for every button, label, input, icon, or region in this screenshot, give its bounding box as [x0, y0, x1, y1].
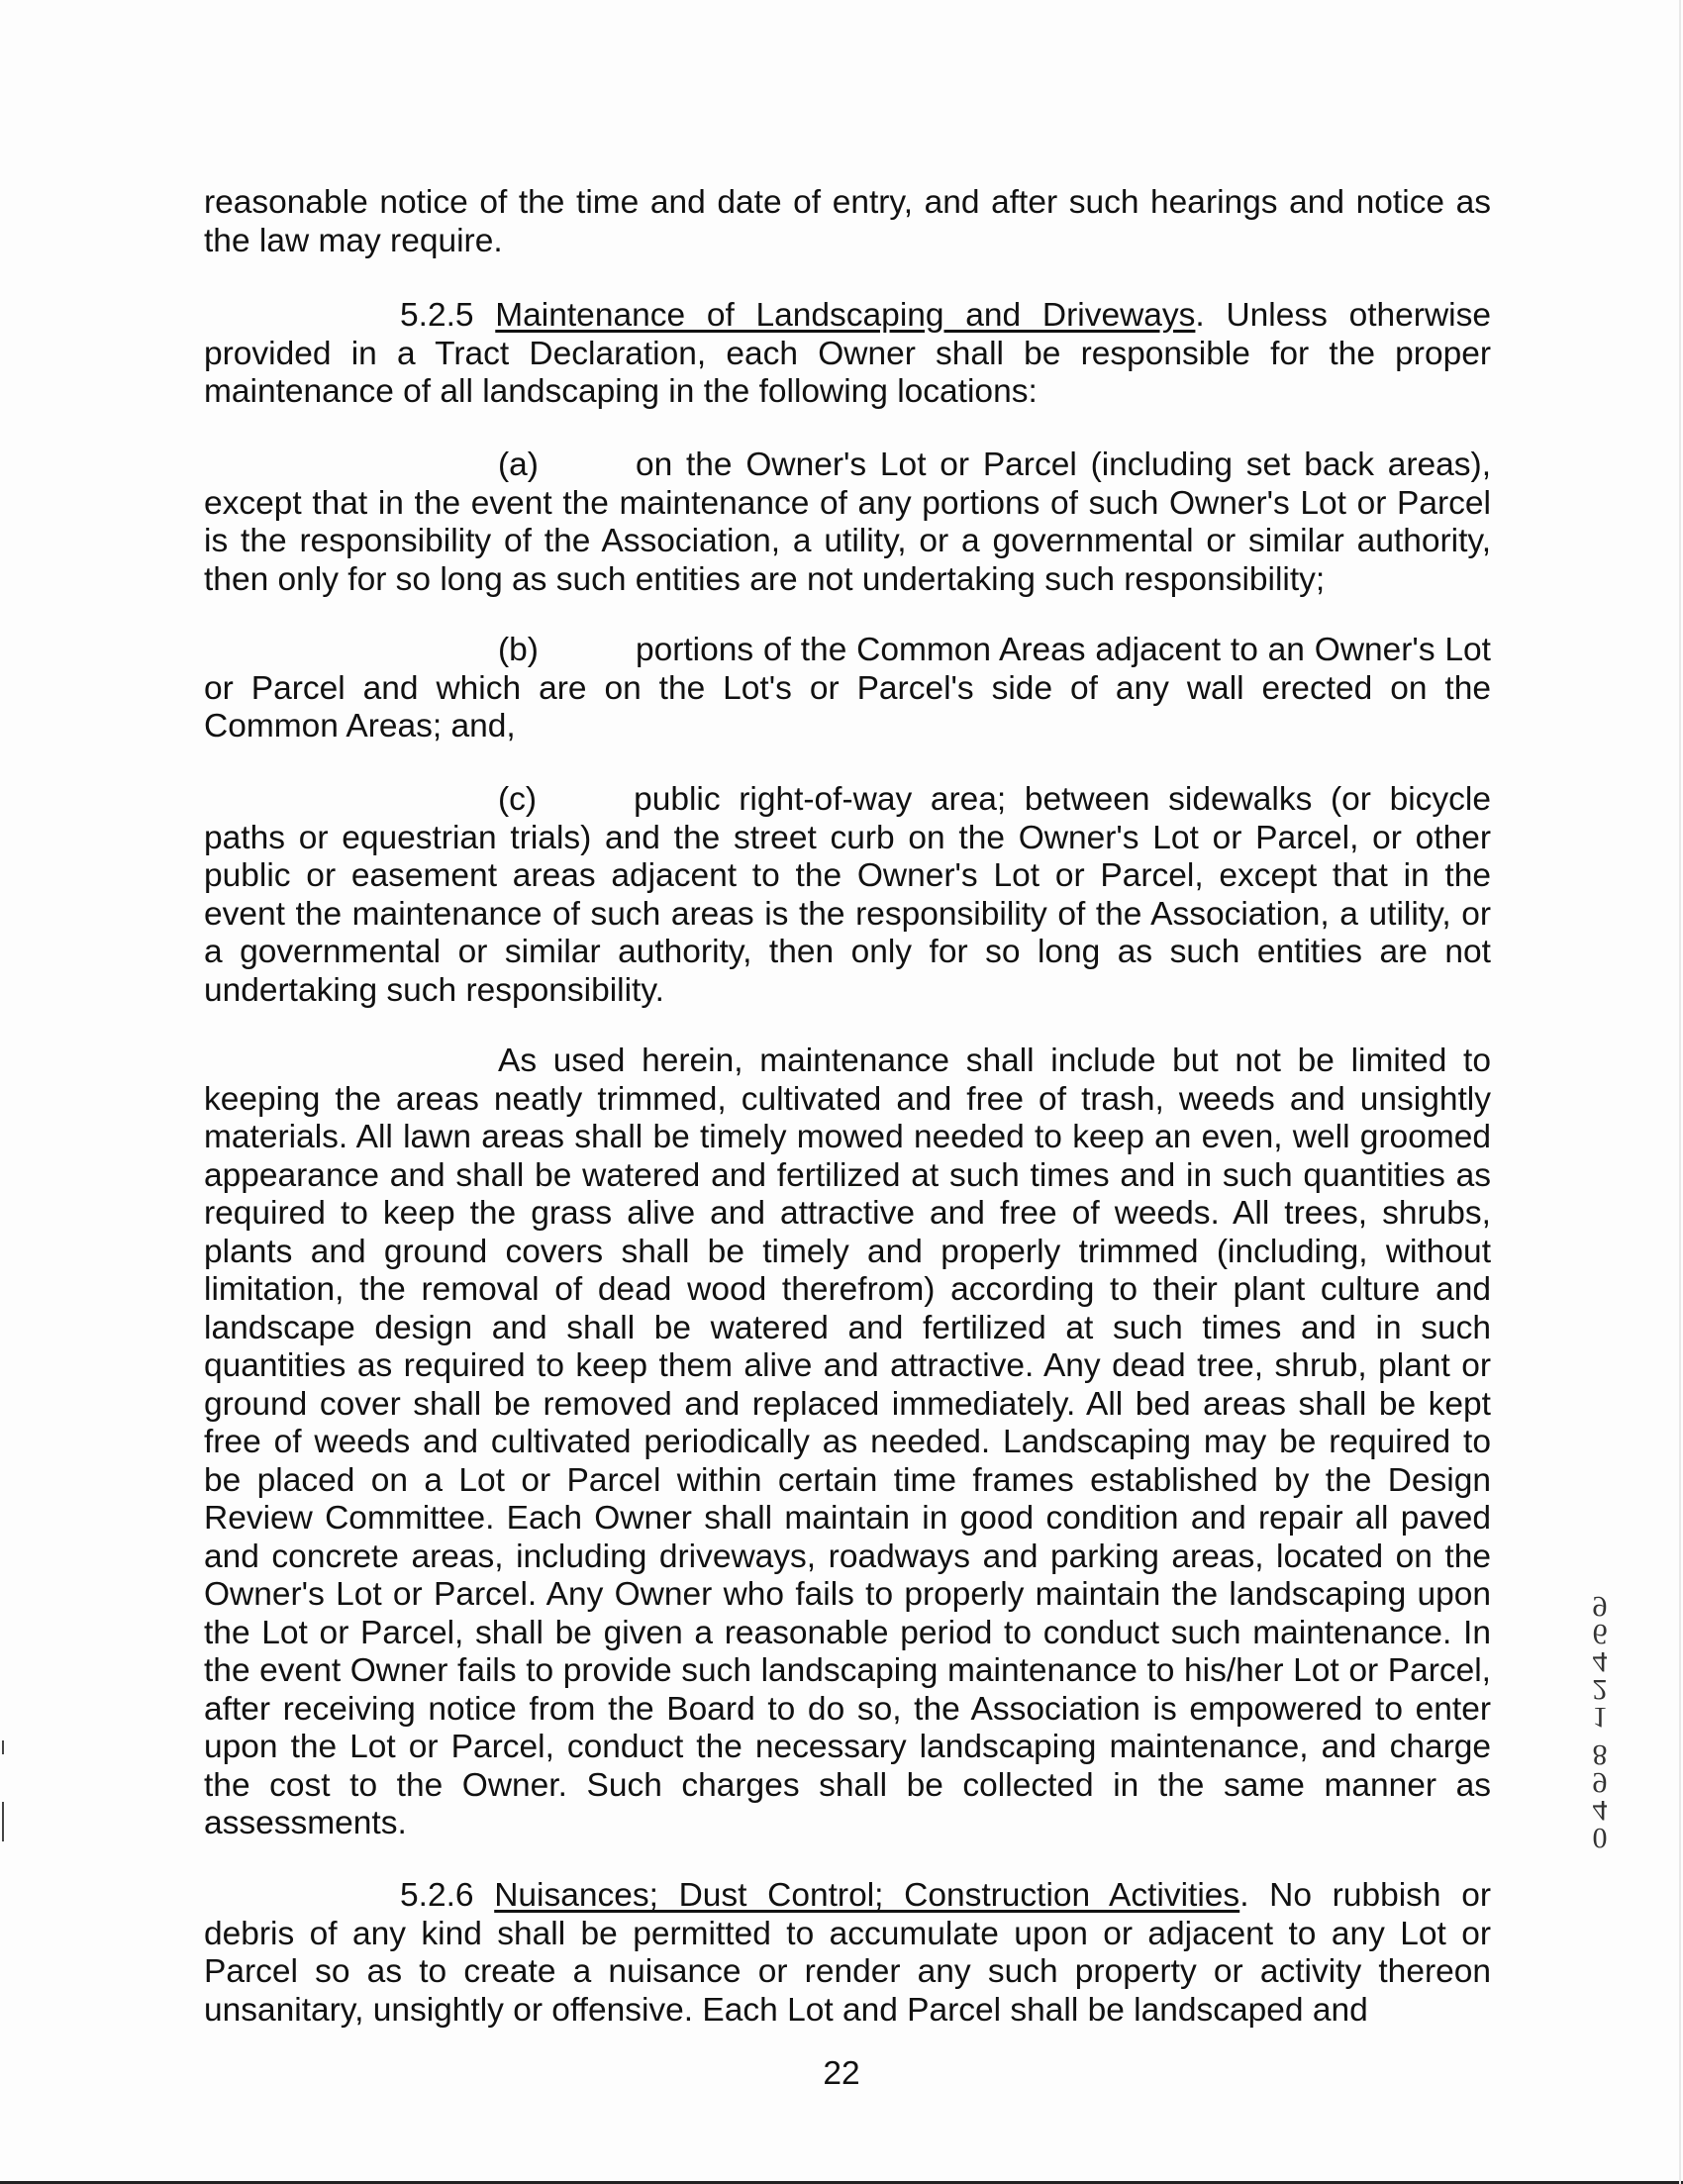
section-5-2-5-paragraph [204, 297, 1491, 412]
stamp-digit: 2 [1592, 1673, 1608, 1706]
section-number: 5.2.5 [400, 297, 474, 334]
section-5-2-5 [204, 297, 1491, 412]
section-5-2-6 [204, 1877, 1491, 2030]
stamp-digit: 8 [1592, 1738, 1608, 1771]
section-body: . No rubbish or debris of any kind shall be permitted to accumulate upon or adjacent to any Lot or Parcel so as to create a nuisance or render any such property or activity thereon unsanitary, unsightly or offensive. Each Lot and Parcel shall be landscaped and [204, 1877, 1492, 2029]
section-number: 5.2.6 [400, 1877, 474, 1914]
item-b-text: portions of the Common Areas adjacent to an Owner's Lot or Parcel and which are on the Lot's or Parcel's side of any wall erected on the Common Areas; and, [204, 632, 1491, 745]
page-number: 22 [823, 2055, 860, 2092]
stamp-digit: 0 [1592, 1822, 1608, 1854]
intro-paragraph [204, 184, 1491, 260]
item-a-text: on the Owner's Lot or Parcel (including set back areas), except that in the event the maintenance of any portions of such Owner's Lot or Parcel is the responsibility of the Association, a utility, or a governmental or similar authority, then only for so long as such entities are not undertaking such responsibility; [204, 447, 1491, 598]
recording-stamp-bottom [1588, 1738, 1612, 1854]
item-b [204, 632, 1491, 746]
scan-edge-mark [2, 1740, 4, 1754]
recording-stamp-top [1588, 1590, 1612, 1734]
stamp-digit: 6 [1592, 1618, 1608, 1650]
item-a-paragraph [204, 447, 1491, 599]
section-body: . Unless otherwise provided in a Tract Declaration, each Owner shall be responsible for the proper maintenance of all landscaping in the following locations: [204, 297, 1491, 410]
stamp-digit: 1 [1592, 1701, 1608, 1734]
item-c-text: public right-of-way area; between sidewalks (or bicycle paths or equestrian trials) and the street curb on the Owner's Lot or Parcel, or other public or easement areas adjacent to the Owner's Lot or Parcel, except that in the event the maintenance of such areas is the responsibility of the Association, a utility, or a governmental or similar authority, then only for so long as such entities are not undertaking such responsibility. [204, 781, 1491, 1009]
stamp-digit: 4 [1592, 1645, 1608, 1678]
maintenance-definition [204, 1042, 1491, 1843]
stamp-digit: 4 [1592, 1794, 1608, 1827]
stamp-digit: 9 [1592, 1590, 1608, 1623]
section-heading: Maintenance of Landscaping and Driveways [495, 297, 1196, 334]
item-c-label: (c) [498, 781, 538, 818]
maintenance-definition-text: As used herein, maintenance shall include but not be limited to keeping the areas neatly trimmed, cultivated and free of trash, weeds and unsightly materials. All lawn areas shall be timely mowed needed to keep an even, well groomed appearance and shall be watered and fertilized at such times and in such quantities as required to keep the grass alive and attractive and free of weeds. All trees, shrubs, plants and ground covers shall be timely and properly trimmed (including, without limitation, the removal of dead wood therefrom) according to their plant culture and landscape design and shall be watered and fertilized at such times and in such quantities as required to keep them alive and attractive. Any dead tree, shrub, plant or ground cover shall be removed and replaced immediately. All bed areas shall be kept free of weeds and cultivated periodically as needed. Landscaping may be required to be placed on a Lot or Parcel within certain time frames established by the Design Review Committee. Each Owner shall maintain in good condition and repair all paved and concrete areas, including driveways, roadways and parking areas, located on the Owner's Lot or Parcel. Any Owner who fails to properly maintain the landscaping upon the Lot or Parcel, shall be given a reasonable period to conduct such maintenance. In the event Owner fails to provide such landscaping maintenance to his/her Lot or Parcel, after receiving notice from the Board to do so, the Association is empowered to enter upon the Lot or Parcel, conduct the necessary landscaping maintenance, and charge the cost to the Owner. Such charges shall be collected in the same manner as assessments. [204, 1042, 1491, 1841]
item-b-paragraph [204, 632, 1491, 746]
section-heading: Nuisances; Dust Control; Construction Activities [494, 1877, 1240, 1914]
intro-text: reasonable notice of the time and date of entry, and after such hearings and notice as the law may require. [204, 184, 1491, 259]
item-c [204, 781, 1491, 1010]
stamp-digit: 9 [1592, 1766, 1608, 1799]
item-a-label: (a) [498, 447, 539, 483]
scan-edge-mark [2, 1802, 4, 1841]
item-c-paragraph [204, 781, 1491, 1010]
section-5-2-6-paragraph [204, 1877, 1491, 2030]
scan-right-border [1679, 0, 1681, 2184]
item-b-label: (b) [498, 632, 539, 668]
item-a [204, 447, 1491, 599]
